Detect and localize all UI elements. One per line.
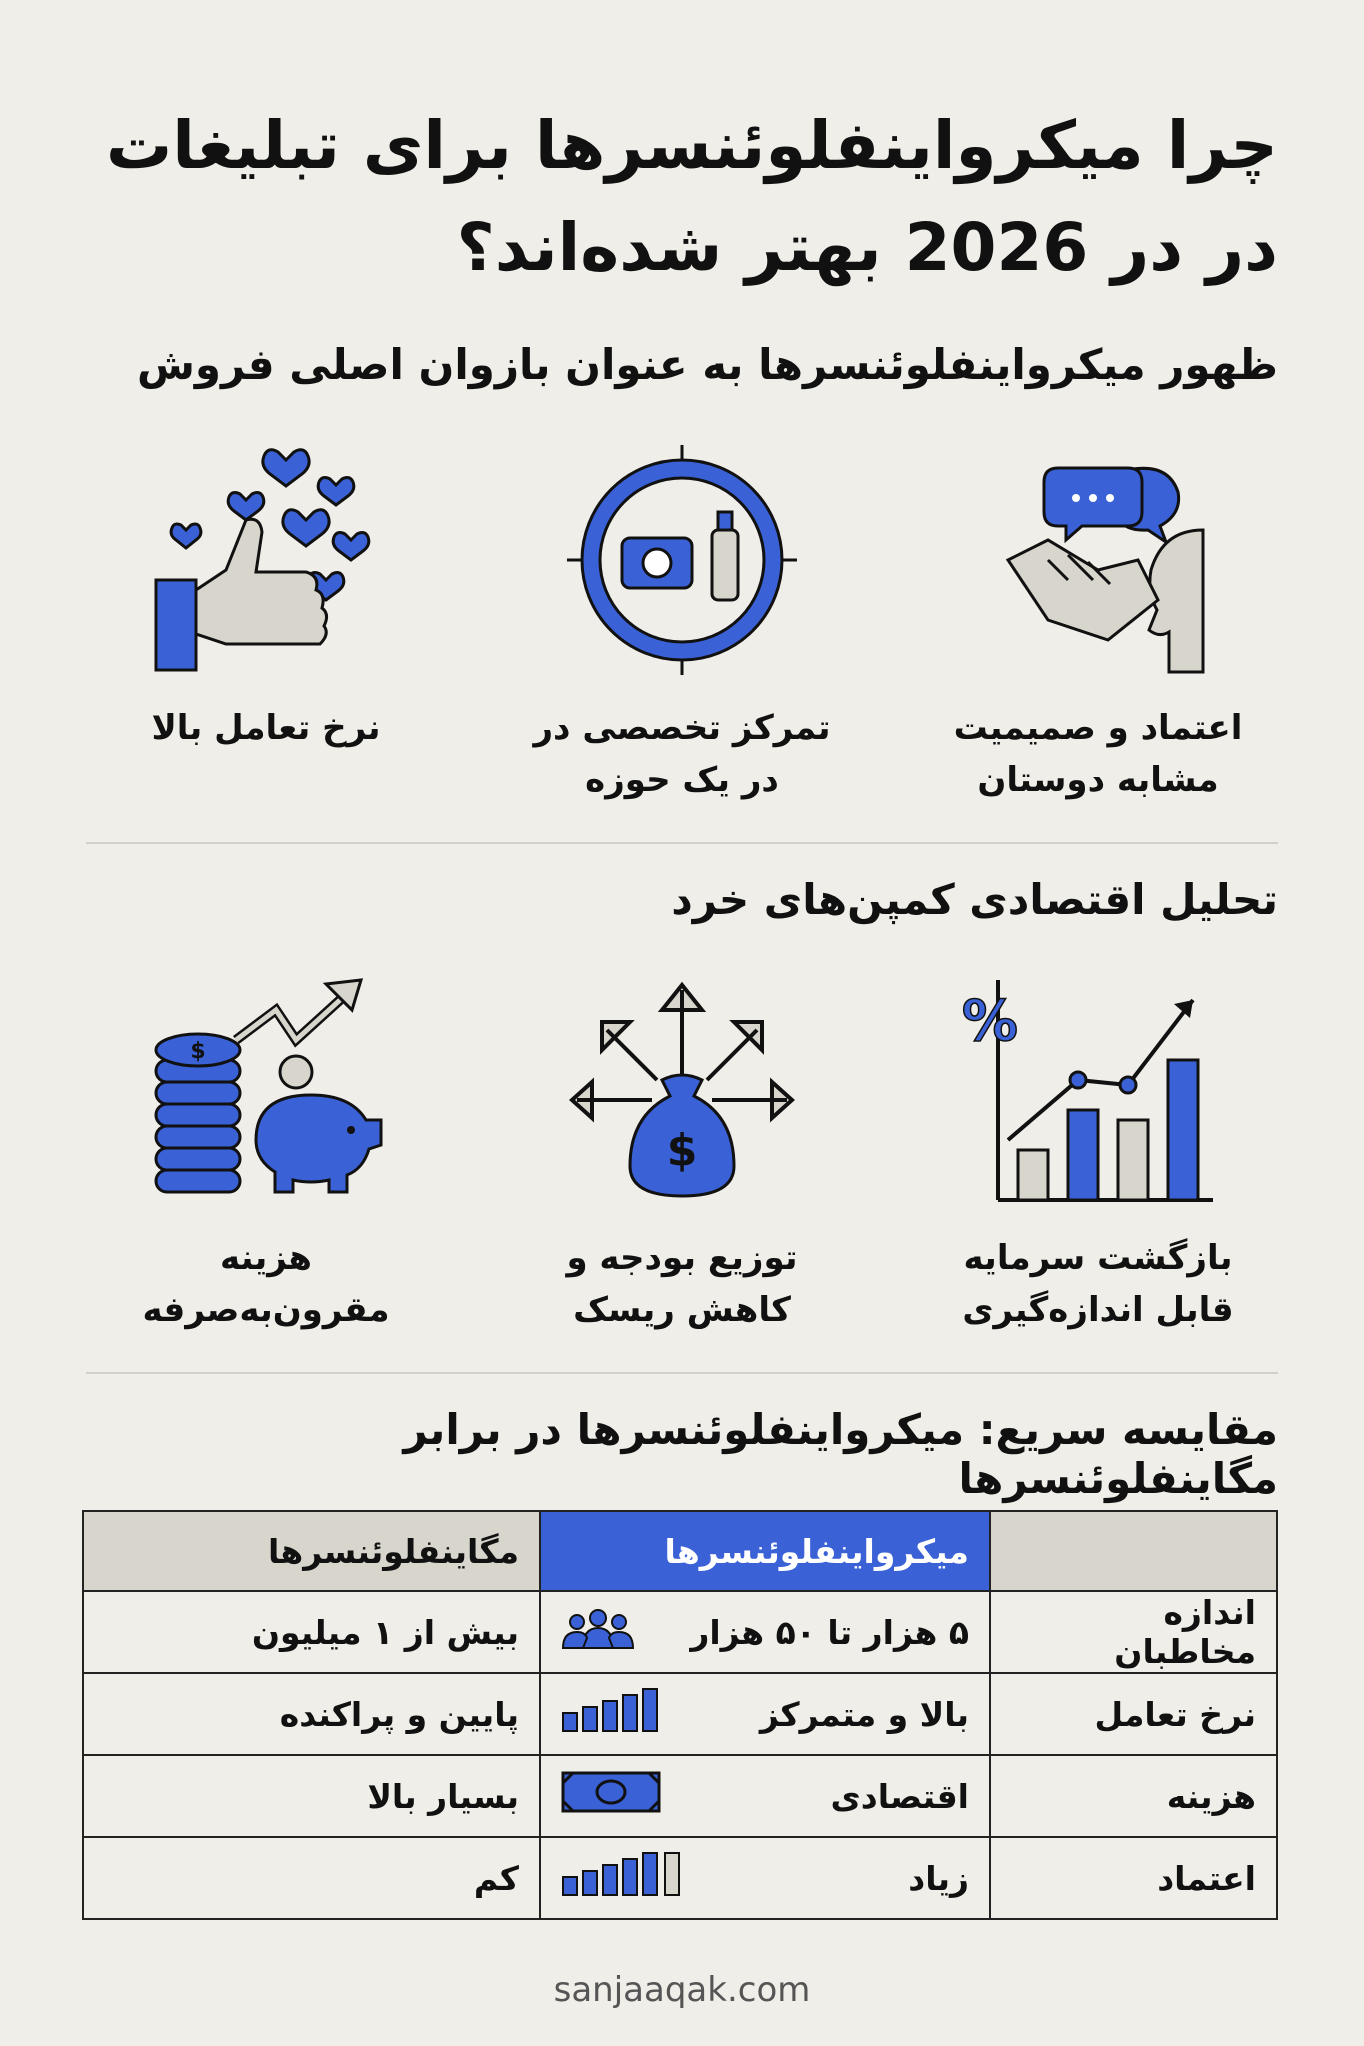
economics-budget xyxy=(502,970,862,1336)
banknote-icon xyxy=(561,1769,661,1823)
page-title: چرا میکرواینفلوئنسرها برای تبلیغات در در 2026 بهتر شده‌اند؟ xyxy=(105,107,1278,286)
feature-caption: تمرکز تخصصی در در یک حوزه xyxy=(533,708,831,800)
table-header-mega: مگاینفلوئنسرها xyxy=(83,1511,540,1591)
mega-value: کم xyxy=(83,1837,540,1919)
economics-caption: بازگشت سرمایه قابل اندازه‌گیری xyxy=(962,1238,1234,1330)
feature-engagement xyxy=(86,440,446,806)
handshake-chat-icon xyxy=(978,440,1218,680)
svg-text:%: % xyxy=(961,989,1018,1054)
micro-cell xyxy=(540,1673,990,1755)
section-title-economics: تحلیل اقتصادی کمپن‌های خرد xyxy=(671,875,1278,924)
micro-cell xyxy=(540,1591,990,1673)
micro-value: زیاد xyxy=(908,1858,969,1898)
micro-cell xyxy=(540,1755,990,1837)
money-bag-arrows-icon xyxy=(562,970,802,1210)
economics-roi xyxy=(918,970,1278,1336)
features-row xyxy=(86,440,1278,806)
table-header-empty xyxy=(990,1511,1277,1591)
comparison-table xyxy=(82,1510,1278,1920)
target-camera-icon xyxy=(562,440,802,680)
divider xyxy=(86,1372,1278,1374)
people-icon xyxy=(561,1606,635,1658)
economics-caption: هزینه مقرون‌به‌صرفه xyxy=(142,1238,390,1330)
micro-value: اقتصادی xyxy=(830,1776,969,1816)
section-title-rise: ظهور میکرواینفلوئنسرها به عنوان بازوان اصلی فروش xyxy=(136,340,1278,389)
bars-icon xyxy=(561,1687,661,1741)
signal-bars-icon xyxy=(561,1851,683,1905)
table-header-micro: میکرواینفلوئنسرها xyxy=(540,1511,990,1591)
table-header-row xyxy=(83,1511,1277,1591)
economics-cost xyxy=(86,970,446,1336)
mega-value: بسیار بالا xyxy=(83,1755,540,1837)
table-row xyxy=(83,1591,1277,1673)
svg-text:$: $ xyxy=(666,1125,698,1176)
economics-caption: توزیع بودجه و کاهش ریسک xyxy=(566,1238,798,1330)
feature-caption: نرخ تعامل بالا xyxy=(151,708,381,748)
coins-piggy-bank-icon xyxy=(146,970,386,1210)
row-label: اعتماد xyxy=(990,1837,1277,1919)
footer-url[interactable]: sanjaaqak.com xyxy=(553,1970,811,2010)
table-row xyxy=(83,1673,1277,1755)
micro-value: بالا و متمرکز xyxy=(759,1694,969,1734)
row-label: هزینه xyxy=(990,1755,1277,1837)
micro-cell xyxy=(540,1837,990,1919)
row-label: نرخ تعامل xyxy=(990,1673,1277,1755)
micro-value: ۵ هزار تا ۵۰ هزار xyxy=(690,1612,969,1652)
table-row xyxy=(83,1755,1277,1837)
svg-text:$: $ xyxy=(190,1039,206,1064)
row-label: اندازه مخاطبان xyxy=(990,1591,1277,1673)
feature-focus xyxy=(502,440,862,806)
section-title-comparison: مقایسه سریع: میکرواینفلوئنسرها در برابر مگاینفلوئنسرها xyxy=(403,1405,1278,1503)
growth-chart-icon xyxy=(961,970,1218,1210)
thumbs-up-hearts-icon xyxy=(146,440,386,680)
feature-caption: اعتماد و صمیمیت مشابه دوستان xyxy=(953,708,1243,800)
mega-value: بیش از ۱ میلیون xyxy=(83,1591,540,1673)
divider xyxy=(86,842,1278,844)
mega-value: پایین و پراکنده xyxy=(83,1673,540,1755)
feature-trust xyxy=(918,440,1278,806)
economics-row xyxy=(86,970,1278,1336)
table-row xyxy=(83,1837,1277,1919)
